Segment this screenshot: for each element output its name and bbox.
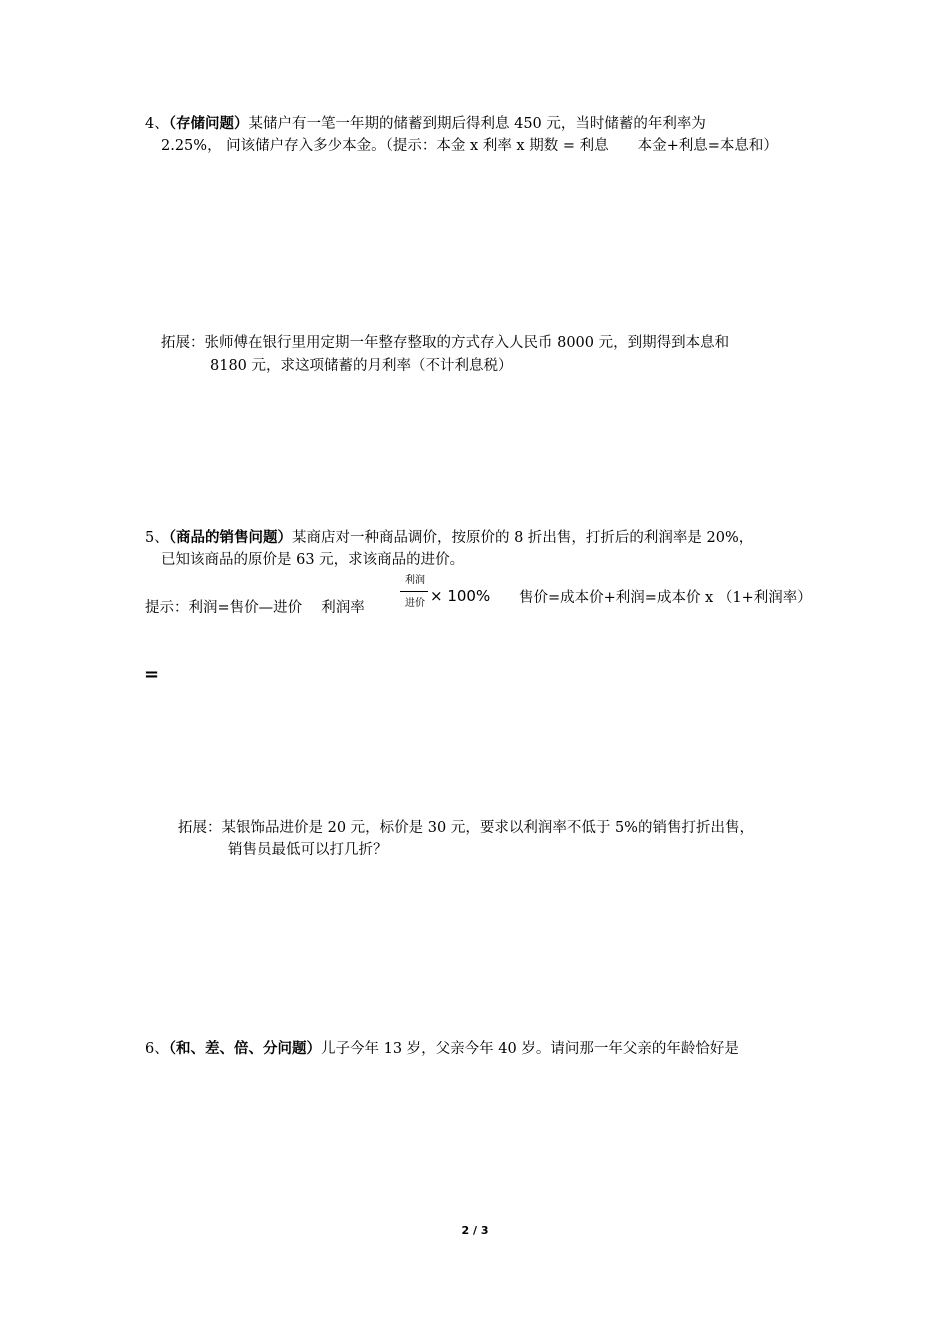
q5-hint-right: 售价=成本价+利润=成本价 x （1+利润率） (519, 590, 812, 606)
q4-extension-line1: 拓展：张师傅在银行里用定期一年整存整取的方式存入人民币 8000 元，到期得到本息和 (161, 335, 730, 351)
q4-line1 (145, 114, 706, 134)
q5-tag: （商品的销售问题） (168, 530, 292, 546)
q6-text: 儿子今年 13 岁，父亲今年 40 岁。请问那一年父亲的年龄恰好是 (320, 1041, 739, 1057)
q5-extension-line1: 拓展：某银饰品进价是 20 元，标价是 30 元，要求以利润率不低于 5%的销售打折出售， (178, 820, 754, 836)
fraction-denominator: 进价 (405, 598, 425, 609)
q5-line1 (145, 528, 753, 548)
q4-extension-line2: 8180 元，求这项储蓄的月利率（不计利息税） (210, 358, 513, 374)
q6-number: 6、 (145, 1041, 169, 1057)
q5-line2: 已知该商品的原价是 63 元，求该商品的进价。 (161, 552, 465, 568)
fraction-numerator: 利润 (405, 575, 425, 586)
q4-line2: 2.25%， 问该储户存入多少本金。（提示：本金 x 利率 x 期数 = 利息 本金+利息=本息和） (161, 138, 778, 154)
q4-text: 某储户有一笔一年期的储蓄到期后得利息 450 元，当时储蓄的年利率为 (248, 116, 706, 132)
q4-number: 4、 (145, 116, 169, 132)
times-percent: × 100% (430, 587, 491, 605)
q5-hint-left: 提示：利润=售价—进价 利润率 (145, 600, 365, 616)
q5-number: 5、 (145, 530, 169, 546)
page-number: 2 / 3 (461, 1224, 489, 1237)
profit-rate-fraction (400, 574, 430, 610)
q4-tag: （存储问题） (168, 116, 249, 132)
q6-line1 (145, 1039, 739, 1059)
q6-tag: （和、差、倍、分问题） (168, 1041, 321, 1057)
q5-extension-line2: 销售员最低可以打几折？ (228, 842, 388, 858)
equals-sign: = (144, 664, 160, 685)
fraction-bar (400, 591, 428, 592)
q5-text: 某商店对一种商品调价，按原价的 8 折出售，打折后的利润率是 20%， (291, 530, 754, 546)
